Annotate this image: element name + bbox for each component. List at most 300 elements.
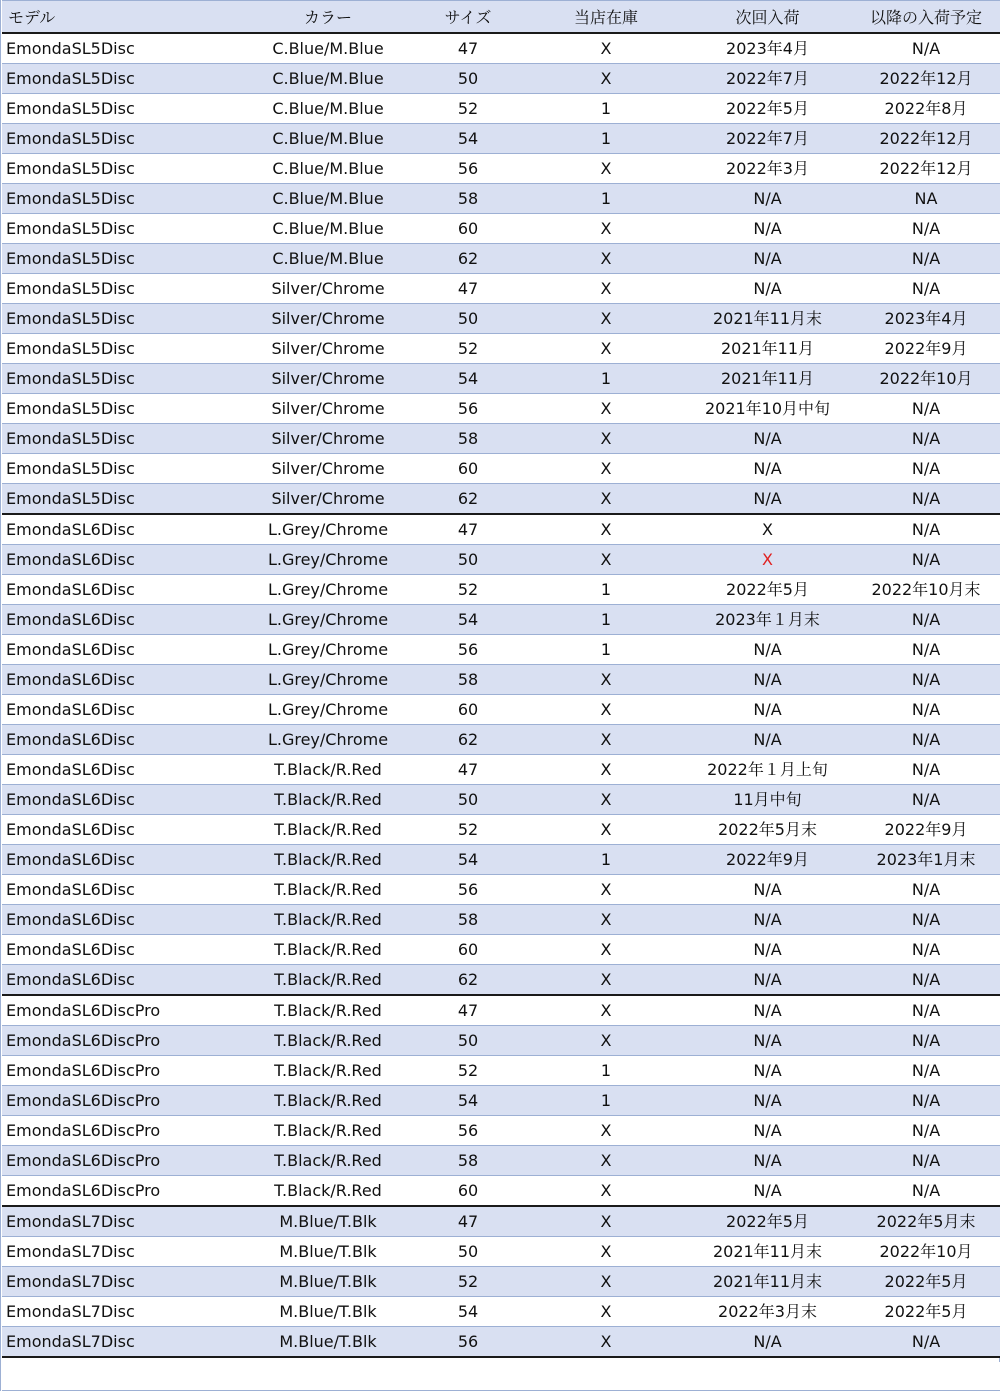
cell-color: T.Black/R.Red bbox=[249, 965, 407, 996]
cell-size: 58 bbox=[407, 905, 529, 935]
cell-model: EmondaSL5Disc bbox=[2, 64, 249, 94]
cell-color: L.Grey/Chrome bbox=[249, 635, 407, 665]
cell-later-arrival: 2023年4月 bbox=[852, 304, 1000, 334]
cell-next-arrival: N/A bbox=[683, 1086, 852, 1116]
cell-next-arrival: 2021年11月末 bbox=[683, 1237, 852, 1267]
header-stock: 当店在庫 bbox=[529, 1, 683, 34]
cell-stock: 1 bbox=[529, 575, 683, 605]
header-row bbox=[2, 1, 1000, 34]
cell-stock: X bbox=[529, 815, 683, 845]
cell-later-arrival: 2022年5月 bbox=[852, 1267, 1000, 1297]
table-row bbox=[2, 1297, 1000, 1327]
table-row bbox=[2, 33, 1000, 64]
cell-size: 47 bbox=[407, 1206, 529, 1237]
cell-later-arrival: N/A bbox=[852, 665, 1000, 695]
cell-color: L.Grey/Chrome bbox=[249, 665, 407, 695]
table-header bbox=[2, 1, 1000, 34]
cell-next-arrival: N/A bbox=[683, 1056, 852, 1086]
cell-color: C.Blue/M.Blue bbox=[249, 124, 407, 154]
cell-later-arrival: N/A bbox=[852, 214, 1000, 244]
header-size: サイズ bbox=[407, 1, 529, 34]
cell-stock: X bbox=[529, 244, 683, 274]
cell-color: C.Blue/M.Blue bbox=[249, 94, 407, 124]
cell-size: 60 bbox=[407, 454, 529, 484]
cell-next-arrival: N/A bbox=[683, 244, 852, 274]
cell-model: EmondaSL7Disc bbox=[2, 1206, 249, 1237]
cell-later-arrival: N/A bbox=[852, 755, 1000, 785]
table-row bbox=[2, 875, 1000, 905]
cell-later-arrival: N/A bbox=[852, 514, 1000, 545]
cell-stock: X bbox=[529, 1267, 683, 1297]
cell-later-arrival: N/A bbox=[852, 695, 1000, 725]
cell-size: 62 bbox=[407, 484, 529, 515]
cell-later-arrival: N/A bbox=[852, 995, 1000, 1026]
cell-size: 60 bbox=[407, 695, 529, 725]
cell-color: T.Black/R.Red bbox=[249, 1176, 407, 1207]
cell-size: 54 bbox=[407, 605, 529, 635]
cell-color: L.Grey/Chrome bbox=[249, 725, 407, 755]
table-row bbox=[2, 905, 1000, 935]
cell-model: EmondaSL6Disc bbox=[2, 785, 249, 815]
cell-stock: 1 bbox=[529, 1056, 683, 1086]
cell-model: EmondaSL5Disc bbox=[2, 33, 249, 64]
cell-stock: X bbox=[529, 424, 683, 454]
cell-later-arrival: N/A bbox=[852, 1327, 1000, 1358]
cell-color: T.Black/R.Red bbox=[249, 755, 407, 785]
table-row bbox=[2, 1267, 1000, 1297]
table-row bbox=[2, 1206, 1000, 1237]
cell-model: EmondaSL6Disc bbox=[2, 875, 249, 905]
cell-later-arrival: 2022年5月末 bbox=[852, 1206, 1000, 1237]
cell-later-arrival: N/A bbox=[852, 935, 1000, 965]
cell-next-arrival: 2022年１月上旬 bbox=[683, 755, 852, 785]
cell-color: C.Blue/M.Blue bbox=[249, 214, 407, 244]
cell-color: C.Blue/M.Blue bbox=[249, 64, 407, 94]
cell-color: Silver/Chrome bbox=[249, 484, 407, 515]
cell-stock: X bbox=[529, 1176, 683, 1207]
cell-stock: X bbox=[529, 274, 683, 304]
cell-color: T.Black/R.Red bbox=[249, 1026, 407, 1056]
cell-color: T.Black/R.Red bbox=[249, 1146, 407, 1176]
cell-later-arrival: N/A bbox=[852, 545, 1000, 575]
cell-stock: X bbox=[529, 1297, 683, 1327]
cell-color: T.Black/R.Red bbox=[249, 815, 407, 845]
cell-size: 56 bbox=[407, 1327, 529, 1358]
cell-next-arrival: 2023年１月末 bbox=[683, 605, 852, 635]
cell-model: EmondaSL5Disc bbox=[2, 124, 249, 154]
cell-next-arrival: N/A bbox=[683, 965, 852, 996]
cell-color: C.Blue/M.Blue bbox=[249, 154, 407, 184]
cell-next-arrival: N/A bbox=[683, 274, 852, 304]
cell-model: EmondaSL6DiscPro bbox=[2, 1086, 249, 1116]
cell-stock: X bbox=[529, 33, 683, 64]
cell-stock: X bbox=[529, 875, 683, 905]
table-row bbox=[2, 154, 1000, 184]
cell-model: EmondaSL7Disc bbox=[2, 1267, 249, 1297]
cell-stock: X bbox=[529, 665, 683, 695]
cell-next-arrival: N/A bbox=[683, 1116, 852, 1146]
cell-size: 47 bbox=[407, 995, 529, 1026]
cell-next-arrival: N/A bbox=[683, 905, 852, 935]
table-row bbox=[2, 755, 1000, 785]
cell-later-arrival: NA bbox=[852, 184, 1000, 214]
cell-size: 50 bbox=[407, 1237, 529, 1267]
cell-stock: 1 bbox=[529, 845, 683, 875]
cell-size: 54 bbox=[407, 1086, 529, 1116]
cell-later-arrival: N/A bbox=[852, 605, 1000, 635]
table-row bbox=[2, 785, 1000, 815]
table-row bbox=[2, 965, 1000, 996]
cell-next-arrival: N/A bbox=[683, 214, 852, 244]
cell-later-arrival: 2022年10月末 bbox=[852, 575, 1000, 605]
cell-next-arrival: 2022年5月 bbox=[683, 575, 852, 605]
cell-size: 58 bbox=[407, 424, 529, 454]
cell-stock: X bbox=[529, 1116, 683, 1146]
cell-later-arrival: 2022年9月 bbox=[852, 334, 1000, 364]
cell-size: 50 bbox=[407, 1026, 529, 1056]
cell-color: T.Black/R.Red bbox=[249, 1056, 407, 1086]
cell-size: 47 bbox=[407, 514, 529, 545]
cell-model: EmondaSL5Disc bbox=[2, 364, 249, 394]
cell-size: 50 bbox=[407, 785, 529, 815]
cell-model: EmondaSL5Disc bbox=[2, 394, 249, 424]
cell-color: T.Black/R.Red bbox=[249, 935, 407, 965]
cell-size: 58 bbox=[407, 665, 529, 695]
cell-size: 60 bbox=[407, 214, 529, 244]
table-row bbox=[2, 94, 1000, 124]
cell-later-arrival: 2022年10月 bbox=[852, 1237, 1000, 1267]
cell-model: EmondaSL6Disc bbox=[2, 514, 249, 545]
cell-stock: 1 bbox=[529, 124, 683, 154]
cell-next-arrival: N/A bbox=[683, 1176, 852, 1207]
cell-color: Silver/Chrome bbox=[249, 304, 407, 334]
cell-color: C.Blue/M.Blue bbox=[249, 244, 407, 274]
cell-size: 47 bbox=[407, 274, 529, 304]
table-row bbox=[2, 695, 1000, 725]
cell-later-arrival: N/A bbox=[852, 33, 1000, 64]
cell-color: T.Black/R.Red bbox=[249, 875, 407, 905]
cell-model: EmondaSL6Disc bbox=[2, 665, 249, 695]
cell-size: 60 bbox=[407, 1176, 529, 1207]
cell-model: EmondaSL6Disc bbox=[2, 635, 249, 665]
cell-later-arrival: 2022年12月 bbox=[852, 124, 1000, 154]
table-row bbox=[2, 214, 1000, 244]
cell-color: M.Blue/T.Blk bbox=[249, 1297, 407, 1327]
cell-next-arrival: 2023年4月 bbox=[683, 33, 852, 64]
cell-size: 56 bbox=[407, 394, 529, 424]
cell-stock: X bbox=[529, 755, 683, 785]
cell-color: Silver/Chrome bbox=[249, 454, 407, 484]
cell-size: 52 bbox=[407, 1267, 529, 1297]
cell-next-arrival: 2022年7月 bbox=[683, 64, 852, 94]
cell-later-arrival: 2022年8月 bbox=[852, 94, 1000, 124]
inventory-table bbox=[2, 0, 1000, 1358]
cell-later-arrival: N/A bbox=[852, 454, 1000, 484]
cell-later-arrival: N/A bbox=[852, 244, 1000, 274]
cell-model: EmondaSL7Disc bbox=[2, 1297, 249, 1327]
cell-next-arrival: 2022年3月末 bbox=[683, 1297, 852, 1327]
cell-model: EmondaSL5Disc bbox=[2, 334, 249, 364]
cell-model: EmondaSL5Disc bbox=[2, 484, 249, 515]
header-model: モデル bbox=[2, 1, 249, 34]
cell-model: EmondaSL6Disc bbox=[2, 815, 249, 845]
table-row bbox=[2, 665, 1000, 695]
cell-size: 50 bbox=[407, 304, 529, 334]
cell-stock: X bbox=[529, 214, 683, 244]
cell-stock: X bbox=[529, 394, 683, 424]
cell-next-arrival: N/A bbox=[683, 725, 852, 755]
table-row bbox=[2, 514, 1000, 545]
cell-model: EmondaSL5Disc bbox=[2, 154, 249, 184]
cell-stock: X bbox=[529, 304, 683, 334]
cell-later-arrival: N/A bbox=[852, 394, 1000, 424]
cell-next-arrival: 2022年9月 bbox=[683, 845, 852, 875]
cell-size: 62 bbox=[407, 725, 529, 755]
cell-next-arrival: 11月中旬 bbox=[683, 785, 852, 815]
cell-model: EmondaSL5Disc bbox=[2, 304, 249, 334]
table-row bbox=[2, 274, 1000, 304]
cell-color: T.Black/R.Red bbox=[249, 995, 407, 1026]
cell-color: L.Grey/Chrome bbox=[249, 605, 407, 635]
cell-color: M.Blue/T.Blk bbox=[249, 1267, 407, 1297]
cell-color: L.Grey/Chrome bbox=[249, 575, 407, 605]
cell-model: EmondaSL6Disc bbox=[2, 545, 249, 575]
cell-next-arrival: 2021年11月 bbox=[683, 334, 852, 364]
cell-stock: X bbox=[529, 1206, 683, 1237]
cell-model: EmondaSL5Disc bbox=[2, 454, 249, 484]
cell-later-arrival: 2023年1月末 bbox=[852, 845, 1000, 875]
cell-next-arrival: X bbox=[683, 545, 852, 575]
cell-next-arrival: X bbox=[683, 514, 852, 545]
table-row bbox=[2, 334, 1000, 364]
cell-color: T.Black/R.Red bbox=[249, 905, 407, 935]
cell-next-arrival: 2021年11月末 bbox=[683, 304, 852, 334]
cell-next-arrival: N/A bbox=[683, 454, 852, 484]
cell-stock: X bbox=[529, 154, 683, 184]
cell-color: T.Black/R.Red bbox=[249, 845, 407, 875]
cell-stock: X bbox=[529, 995, 683, 1026]
table-row bbox=[2, 184, 1000, 214]
cell-stock: X bbox=[529, 334, 683, 364]
cell-later-arrival: N/A bbox=[852, 484, 1000, 515]
cell-next-arrival: 2021年10月中旬 bbox=[683, 394, 852, 424]
table-row bbox=[2, 845, 1000, 875]
cell-size: 50 bbox=[407, 64, 529, 94]
table-row bbox=[2, 364, 1000, 394]
cell-color: L.Grey/Chrome bbox=[249, 514, 407, 545]
table-row bbox=[2, 575, 1000, 605]
cell-color: Silver/Chrome bbox=[249, 394, 407, 424]
cell-size: 52 bbox=[407, 1056, 529, 1086]
header-color: カラー bbox=[249, 1, 407, 34]
table-row bbox=[2, 394, 1000, 424]
cell-stock: X bbox=[529, 545, 683, 575]
cell-model: EmondaSL6Disc bbox=[2, 575, 249, 605]
cell-model: EmondaSL6Disc bbox=[2, 845, 249, 875]
table-row bbox=[2, 424, 1000, 454]
cell-model: EmondaSL7Disc bbox=[2, 1327, 249, 1358]
table-row bbox=[2, 1327, 1000, 1358]
cell-size: 47 bbox=[407, 33, 529, 64]
cell-later-arrival: N/A bbox=[852, 1146, 1000, 1176]
cell-next-arrival: N/A bbox=[683, 695, 852, 725]
cell-stock: X bbox=[529, 454, 683, 484]
cell-later-arrival: 2022年10月 bbox=[852, 364, 1000, 394]
cell-stock: 1 bbox=[529, 635, 683, 665]
table-row bbox=[2, 1176, 1000, 1207]
cell-model: EmondaSL6Disc bbox=[2, 935, 249, 965]
cell-color: C.Blue/M.Blue bbox=[249, 33, 407, 64]
cell-later-arrival: N/A bbox=[852, 875, 1000, 905]
cell-size: 56 bbox=[407, 875, 529, 905]
table-row bbox=[2, 1146, 1000, 1176]
cell-model: EmondaSL5Disc bbox=[2, 244, 249, 274]
cell-model: EmondaSL6DiscPro bbox=[2, 1116, 249, 1146]
cell-later-arrival: N/A bbox=[852, 635, 1000, 665]
cell-color: T.Black/R.Red bbox=[249, 1116, 407, 1146]
cell-model: EmondaSL5Disc bbox=[2, 94, 249, 124]
cell-model: EmondaSL6DiscPro bbox=[2, 1056, 249, 1086]
table-row bbox=[2, 124, 1000, 154]
cell-later-arrival: N/A bbox=[852, 424, 1000, 454]
cell-stock: 1 bbox=[529, 1086, 683, 1116]
table-row bbox=[2, 304, 1000, 334]
cell-model: EmondaSL6Disc bbox=[2, 605, 249, 635]
cell-later-arrival: 2022年12月 bbox=[852, 154, 1000, 184]
table-row bbox=[2, 64, 1000, 94]
cell-model: EmondaSL5Disc bbox=[2, 424, 249, 454]
cell-size: 54 bbox=[407, 364, 529, 394]
cell-size: 62 bbox=[407, 965, 529, 996]
header-later-arrival: 以降の入荷予定 bbox=[852, 1, 1000, 34]
table-row bbox=[2, 935, 1000, 965]
cell-size: 54 bbox=[407, 845, 529, 875]
cell-model: EmondaSL6Disc bbox=[2, 725, 249, 755]
cell-model: EmondaSL5Disc bbox=[2, 214, 249, 244]
cell-later-arrival: N/A bbox=[852, 1026, 1000, 1056]
cell-later-arrival: N/A bbox=[852, 1176, 1000, 1207]
cell-stock: X bbox=[529, 905, 683, 935]
cell-color: T.Black/R.Red bbox=[249, 785, 407, 815]
cell-later-arrival: N/A bbox=[852, 1116, 1000, 1146]
cell-color: M.Blue/T.Blk bbox=[249, 1237, 407, 1267]
cell-next-arrival: 2022年5月末 bbox=[683, 815, 852, 845]
table-row bbox=[2, 1056, 1000, 1086]
table-row bbox=[2, 1086, 1000, 1116]
cell-next-arrival: 2022年3月 bbox=[683, 154, 852, 184]
cell-later-arrival: 2022年9月 bbox=[852, 815, 1000, 845]
cell-stock: X bbox=[529, 965, 683, 996]
table-row bbox=[2, 605, 1000, 635]
cell-size: 52 bbox=[407, 815, 529, 845]
cell-later-arrival: N/A bbox=[852, 1086, 1000, 1116]
cell-stock: 1 bbox=[529, 94, 683, 124]
cell-model: EmondaSL7Disc bbox=[2, 1237, 249, 1267]
table-row bbox=[2, 1026, 1000, 1056]
cell-size: 62 bbox=[407, 244, 529, 274]
table-row bbox=[2, 635, 1000, 665]
cell-size: 52 bbox=[407, 94, 529, 124]
cell-color: L.Grey/Chrome bbox=[249, 545, 407, 575]
cell-color: Silver/Chrome bbox=[249, 334, 407, 364]
cell-stock: X bbox=[529, 64, 683, 94]
cell-later-arrival: N/A bbox=[852, 965, 1000, 996]
table-row bbox=[2, 244, 1000, 274]
cell-stock: X bbox=[529, 1327, 683, 1358]
cell-next-arrival: 2021年11月 bbox=[683, 364, 852, 394]
cell-next-arrival: N/A bbox=[683, 665, 852, 695]
cell-next-arrival: 2022年7月 bbox=[683, 124, 852, 154]
table-body bbox=[2, 33, 1000, 1357]
cell-stock: X bbox=[529, 785, 683, 815]
cell-stock: 1 bbox=[529, 605, 683, 635]
table-row bbox=[2, 1237, 1000, 1267]
cell-next-arrival: 2022年5月 bbox=[683, 94, 852, 124]
cell-model: EmondaSL6Disc bbox=[2, 905, 249, 935]
cell-next-arrival: 2021年11月末 bbox=[683, 1267, 852, 1297]
cell-color: Silver/Chrome bbox=[249, 364, 407, 394]
cell-color: M.Blue/T.Blk bbox=[249, 1327, 407, 1358]
cell-model: EmondaSL6DiscPro bbox=[2, 995, 249, 1026]
cell-color: L.Grey/Chrome bbox=[249, 695, 407, 725]
empty-footer-row bbox=[2, 1362, 1000, 1391]
cell-later-arrival: N/A bbox=[852, 785, 1000, 815]
table-row bbox=[2, 545, 1000, 575]
header-next-arrival: 次回入荷 bbox=[683, 1, 852, 34]
cell-color: C.Blue/M.Blue bbox=[249, 184, 407, 214]
table-row bbox=[2, 815, 1000, 845]
cell-next-arrival: N/A bbox=[683, 635, 852, 665]
cell-model: EmondaSL6DiscPro bbox=[2, 1176, 249, 1207]
cell-model: EmondaSL5Disc bbox=[2, 274, 249, 304]
cell-later-arrival: 2022年5月 bbox=[852, 1297, 1000, 1327]
cell-stock: 1 bbox=[529, 184, 683, 214]
cell-size: 54 bbox=[407, 1297, 529, 1327]
cell-stock: X bbox=[529, 514, 683, 545]
table-row bbox=[2, 1116, 1000, 1146]
cell-size: 56 bbox=[407, 154, 529, 184]
cell-next-arrival: N/A bbox=[683, 1327, 852, 1358]
cell-color: Silver/Chrome bbox=[249, 274, 407, 304]
cell-next-arrival: N/A bbox=[683, 1146, 852, 1176]
cell-size: 52 bbox=[407, 334, 529, 364]
cell-model: EmondaSL5Disc bbox=[2, 184, 249, 214]
cell-next-arrival: N/A bbox=[683, 484, 852, 515]
table-row bbox=[2, 454, 1000, 484]
cell-stock: X bbox=[529, 935, 683, 965]
cell-size: 58 bbox=[407, 1146, 529, 1176]
cell-size: 60 bbox=[407, 935, 529, 965]
cell-size: 52 bbox=[407, 575, 529, 605]
cell-later-arrival: N/A bbox=[852, 1056, 1000, 1086]
cell-color: M.Blue/T.Blk bbox=[249, 1206, 407, 1237]
cell-later-arrival: N/A bbox=[852, 725, 1000, 755]
cell-later-arrival: N/A bbox=[852, 274, 1000, 304]
cell-stock: X bbox=[529, 1026, 683, 1056]
cell-next-arrival: N/A bbox=[683, 184, 852, 214]
cell-next-arrival: N/A bbox=[683, 935, 852, 965]
cell-size: 50 bbox=[407, 545, 529, 575]
cell-model: EmondaSL6Disc bbox=[2, 695, 249, 725]
cell-stock: X bbox=[529, 484, 683, 515]
cell-size: 56 bbox=[407, 635, 529, 665]
table-row bbox=[2, 484, 1000, 515]
table-row bbox=[2, 725, 1000, 755]
cell-next-arrival: N/A bbox=[683, 424, 852, 454]
cell-model: EmondaSL6Disc bbox=[2, 755, 249, 785]
cell-size: 56 bbox=[407, 1116, 529, 1146]
cell-color: T.Black/R.Red bbox=[249, 1086, 407, 1116]
